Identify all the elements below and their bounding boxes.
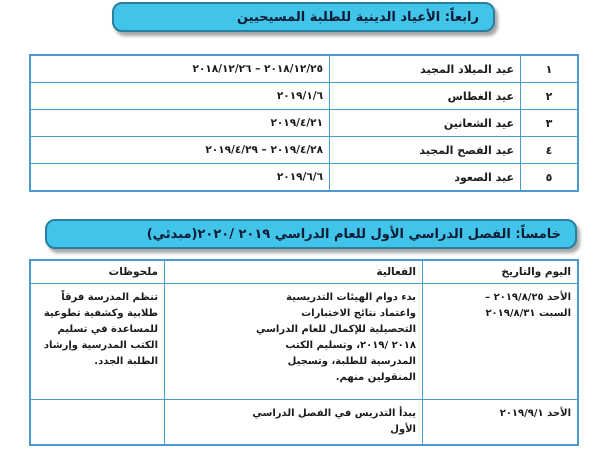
holiday-name: عيد الصعود — [330, 164, 521, 192]
cell-activity — [165, 400, 423, 446]
activity-line: التحصيلية للإكمال للعام الدراسي — [255, 324, 416, 335]
row-number: ٣ — [521, 110, 579, 137]
notes-line: الطلبة الجدد. — [94, 356, 158, 367]
day-date-line: الأحد ٢٠١٩/٩/١ — [499, 408, 571, 419]
day-date-line: السبت ٢٠١٩/٨/٣١ — [485, 308, 571, 319]
day-date-line: الأحد ٢٠١٩/٨/٢٥ – — [485, 292, 571, 303]
table-row — [30, 137, 578, 164]
holiday-name: عيد الشعانين — [330, 110, 521, 137]
holiday-date: ٢٠١٩/٤/٢١ — [30, 110, 330, 137]
semester-table — [29, 259, 579, 446]
table-row — [30, 284, 578, 400]
holiday-name: عيد الميلاد المجيد — [330, 55, 521, 83]
row-number: ٢ — [521, 83, 579, 110]
section5-title: خامساً: الفصل الدراسي الأول للعام الدراسي ٢٠١٩ /٢٠٢٠(مبدئي) — [146, 226, 561, 242]
cell-notes — [30, 284, 165, 400]
section5-title-banner — [45, 219, 577, 249]
table-row — [30, 83, 578, 110]
activity-line: واعتماد نتائج الاختبارات — [301, 308, 416, 319]
table-row — [30, 400, 578, 446]
row-number: ١ — [521, 55, 579, 83]
notes-line: الكتب المدرسية وإرشاد — [43, 340, 158, 351]
cell-activity — [165, 284, 423, 400]
table-row — [30, 110, 578, 137]
section4-title-banner — [112, 2, 495, 32]
activity-line: بدء دوام الهيئات التدريسية — [286, 292, 416, 303]
row-number: ٥ — [521, 164, 579, 192]
header-notes: ملحوظات — [30, 260, 165, 284]
notes-line: للمساعدة في تسليم — [57, 324, 158, 335]
table-row — [30, 55, 578, 83]
holiday-date: ٢٠١٩/٦/٦ — [30, 164, 330, 192]
holiday-name: عيد الغطاس — [330, 83, 521, 110]
section4-title: رابعاً: الأعياد الدينية للطلبة المسيحيين — [236, 9, 479, 25]
row-number: ٤ — [521, 137, 579, 164]
holidays-table — [29, 54, 579, 192]
header-activity: الفعالية — [165, 260, 423, 284]
notes-line: طلابية وكشفية تطوعية — [43, 308, 158, 319]
activity-line: ٢٠١٨ /٢٠١٩، وتسليم الكتب — [285, 340, 416, 351]
activity-line: الأول — [390, 424, 416, 435]
activity-line: المنقولين منهم. — [335, 372, 416, 383]
cell-notes — [30, 400, 165, 446]
table-row — [30, 164, 578, 192]
header-day-date: اليوم والتاريخ — [423, 260, 579, 284]
holiday-date: ٢٠١٨/١٢/٢٥ – ٢٠١٨/١٢/٢٦ — [30, 55, 330, 83]
cell-day-date — [423, 400, 579, 446]
table-header-row — [30, 260, 578, 284]
activity-line: المدرسية للطلبة، وتسجيل — [287, 356, 416, 367]
notes-line: تنظم المدرسة فرقاً — [61, 292, 158, 303]
cell-day-date — [423, 284, 579, 400]
holiday-name: عيد الفصح المجيد — [330, 137, 521, 164]
holiday-date: ٢٠١٩/١/٦ — [30, 83, 330, 110]
activity-line: يبدأ التدريس في الفصل الدراسي — [252, 408, 416, 419]
holiday-date: ٢٠١٩/٤/٢٨ – ٢٠١٩/٤/٢٩ — [30, 137, 330, 164]
